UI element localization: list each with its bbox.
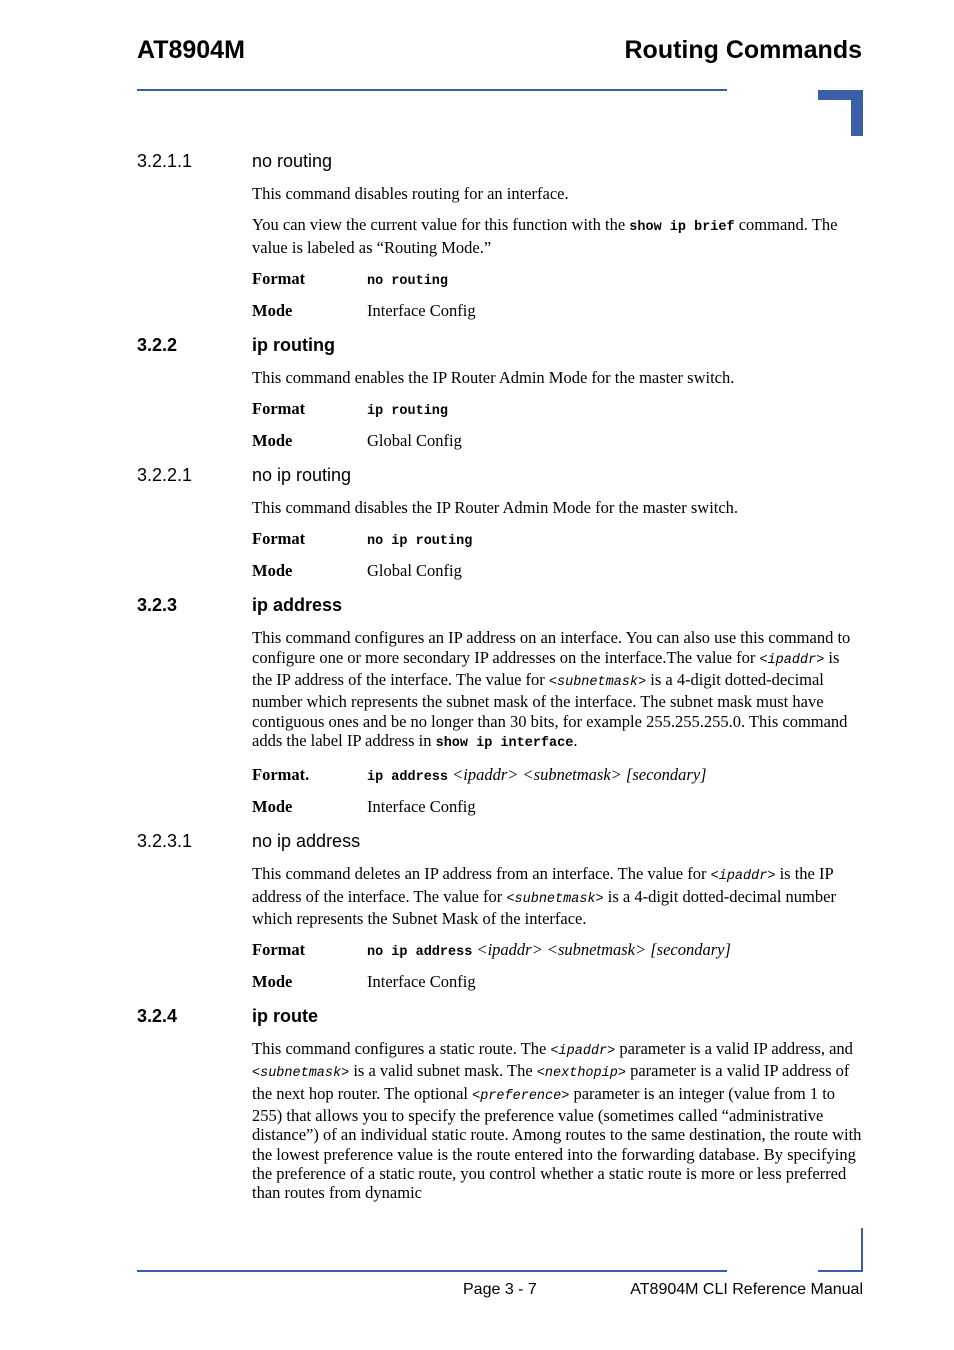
section-title: no ip routing [252,465,352,486]
mode-value: Global Config [367,431,462,451]
section-title: ip address [252,595,343,616]
section-number: 3.2.3.1 [137,831,193,852]
section-heading-ip-address [137,594,863,616]
section-title: no ip address [252,831,361,852]
mode-label: Mode [252,972,293,992]
mode-row [252,972,863,991]
section-heading-ip-route [137,1005,863,1027]
description-paragraph: This command configures an IP address on an interface. You can also use this command to configure one or more secondary IP addresses on the interface.The value for <ipaddr> is the IP address of the interface. The value for <subnetmask> is a 4-digit dotted-decimal number which represents the subnet mask of the interface. The subnet mask must have contiguous ones and be no longer than 30 bits, for example 255.255.255.0. This command adds the label IP address in show ip interface. [252,628,851,751]
footer-corner-bar [818,1270,863,1272]
mode-row [252,797,863,816]
parameter-subnetmask: <subnetmask> [548,675,647,691]
format-row [252,269,863,291]
section-number: 3.2.2 [137,334,178,355]
header-rule [137,89,727,91]
parameter-preference: <preference> [472,1088,570,1104]
format-command: no routing [367,273,449,289]
section-heading-no-ip-routing [137,464,863,486]
mode-label: Mode [252,300,293,320]
parameter-subnetmask: <subnetmask> [252,1066,350,1082]
description-paragraph: This command deletes an IP address from an interface. The value for <ipaddr> is the IP address of the interface. The value for <subnetmask> is a 4-digit dotted-decimal number which represents the Subnet Mask of the interface. [252,864,836,928]
mode-label: Mode [252,797,293,817]
page-number: Page 3 - 7 [463,1281,537,1298]
section-heading-no-routing [137,150,863,172]
manual-title: AT8904M CLI Reference Manual [630,1281,863,1298]
description-paragraph: You can view the current value for this function with the show ip brief command. The value is labeled as “Routing Mode.” [252,215,838,257]
format-arguments: <ipaddr> <subnetmask> [secondary] [448,765,707,785]
parameter-ipaddr: <ipaddr> [759,652,825,668]
format-row [252,940,863,962]
mode-row [252,301,863,320]
description-paragraph: This command configures a static route. The <ipaddr> parameter is a valid IP address, and <subnetmask> is a valid subnet mask. The <nexthopip> parameter is a valid IP address of the next hop router. The optional <preference> parameter is an integer (value from 1 to 255) that allows you to specify the preference value (sometimes called “administrative distance”) of an individual static route. Among routes to the same destination, the route with the lowest preference value is the route entered into the forwarding database. By specifying the preference of a static route, you control whether a static route is more or less preferred than routes from dynamic [252,1039,862,1203]
command-reference: show ip brief [629,220,735,236]
format-row [252,399,863,421]
format-label: Format [252,940,306,960]
description-paragraph: This command disables routing for an interface. [252,184,569,203]
description-paragraph: This command enables the IP Router Admin Mode for the master switch. [252,367,735,387]
format-label: Format. [252,765,310,785]
section-heading-ip-routing [137,334,863,356]
page-content [137,150,863,1215]
description-paragraph: This command disables the IP Router Admin Mode for the master switch. [252,498,739,518]
section-title: ip routing [252,334,335,355]
format-command: no ip address [367,945,473,961]
mode-label: Mode [252,431,293,451]
parameter-nexthopip: <nexthopip> [536,1066,626,1082]
section-number: 3.2.3 [137,595,178,616]
command-reference: show ip interface [435,735,574,751]
parameter-ipaddr: <ipaddr> [710,869,776,885]
header-product: AT8904M [137,36,245,64]
parameter-ipaddr: <ipaddr> [550,1044,616,1060]
format-label: Format [252,399,306,419]
format-command: ip address [367,770,449,786]
section-title: no routing [252,151,333,171]
mode-label: Mode [252,561,293,581]
footer-rule [137,1270,727,1272]
mode-value: Interface Config [367,300,476,320]
mode-row [252,561,863,580]
parameter-subnetmask: <subnetmask> [506,891,604,907]
format-arguments: <ipaddr> <subnetmask> [secondary] [472,940,731,960]
format-command: ip routing [367,404,449,420]
format-command: no ip routing [367,534,473,550]
header-chapter: Routing Commands [624,36,862,64]
footer-corner-post [861,1228,863,1272]
mode-value: Interface Config [367,797,476,817]
format-row [252,529,863,551]
format-label: Format [252,529,306,549]
section-heading-no-ip-address [137,830,863,852]
mode-value: Global Config [367,561,462,581]
mode-row [252,431,863,450]
section-number: 3.2.4 [137,1006,178,1027]
mode-value: Interface Config [367,972,476,992]
section-number: 3.2.2.1 [137,465,193,486]
section-number: 3.2.1.1 [137,151,193,171]
section-title: ip route [252,1006,318,1027]
format-row [252,765,863,787]
format-label: Format [252,268,306,288]
header-corner-post [851,90,863,136]
